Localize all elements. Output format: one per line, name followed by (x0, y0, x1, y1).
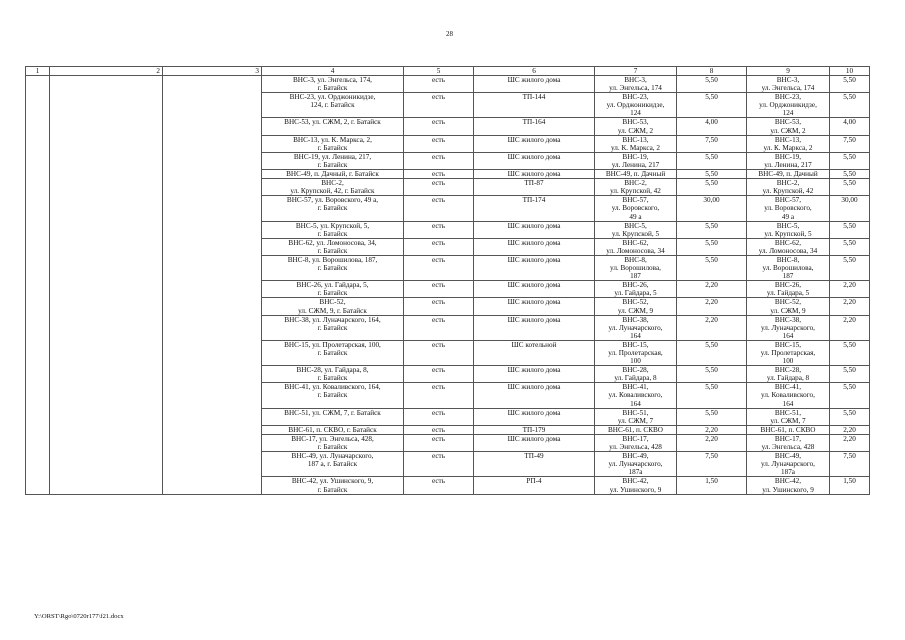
cell-col-9: ВНС-19, ул. Ленина, 217 (747, 152, 830, 169)
cell-col-5: есть (404, 366, 474, 383)
cell-col-7: ВНС-19, ул. Ленина, 217 (595, 152, 677, 169)
cell-col-9: ВНС-38, ул. Луначарского, 164 (747, 315, 830, 340)
cell-col-5: есть (404, 255, 474, 280)
cell-col-5: есть (404, 179, 474, 196)
cell-col-6: ШС жилого дома (474, 170, 595, 179)
cell-col-10: 5,50 (830, 221, 870, 238)
cell-col-4: ВНС-28, ул. Гайдара, 8, г. Батайск (262, 366, 404, 383)
cell-col-4: ВНС-3, ул. Энгельса, 174, г. Батайск (262, 76, 404, 93)
cell-col-8: 7,50 (677, 452, 747, 477)
cell-col-7: ВНС-3, ул. Энгельса, 174 (595, 76, 677, 93)
cell-col-8: 5,50 (677, 255, 747, 280)
cell-col-8: 5,50 (677, 238, 747, 255)
column-number-5: 5 (404, 67, 474, 76)
cell-col-8: 2,20 (677, 434, 747, 451)
cell-col-5: есть (404, 93, 474, 118)
cell-col-6: ТП-174 (474, 196, 595, 221)
cell-col-5: есть (404, 281, 474, 298)
column-number-3: 3 (163, 67, 262, 76)
cell-col-9: ВНС-17, ул. Энгельса, 428 (747, 434, 830, 451)
cell-col-9: ВНС-49, п. Дачный (747, 170, 830, 179)
cell-col-6: ШС жилого дома (474, 76, 595, 93)
cell-col-5: есть (404, 298, 474, 315)
cell-col-5: есть (404, 170, 474, 179)
cell-col-10: 5,50 (830, 255, 870, 280)
cell-col-4: ВНС-15, ул. Пролетарская, 100, г. Батайск (262, 340, 404, 365)
cell-col-8: 30,00 (677, 196, 747, 221)
cell-col-4: ВНС-2, ул. Крупской, 42, г. Батайск (262, 179, 404, 196)
cell-col-4: ВНС-5, ул. Крупской, 5, г. Батайск (262, 221, 404, 238)
cell-col-6: ШС жилого дома (474, 221, 595, 238)
cell-col-4: ВНС-23, ул. Орджоникидзе, 124, г. Батайск (262, 93, 404, 118)
empty-column-3 (163, 76, 262, 495)
cell-col-9: ВНС-2, ул. Крупской, 42 (747, 179, 830, 196)
cell-col-9: ВНС-23, ул. Орджоникидзе, 124 (747, 93, 830, 118)
cell-col-9: ВНС-57, ул. Воровского, 49 а (747, 196, 830, 221)
cell-col-10: 5,50 (830, 179, 870, 196)
cell-col-9: ВНС-13, ул. К. Маркса, 2 (747, 135, 830, 152)
cell-col-8: 5,50 (677, 76, 747, 93)
cell-col-7: ВНС-49, п. Дачный (595, 170, 677, 179)
cell-col-8: 7,50 (677, 135, 747, 152)
cell-col-7: ВНС-62, ул. Ломоносова, 34 (595, 238, 677, 255)
cell-col-5: есть (404, 118, 474, 135)
cell-col-7: ВНС-17, ул. Энгельса, 428 (595, 434, 677, 451)
cell-col-8: 4,00 (677, 118, 747, 135)
data-table (25, 66, 870, 495)
cell-col-6: ШС жилого дома (474, 366, 595, 383)
cell-col-7: ВНС-28, ул. Гайдара, 8 (595, 366, 677, 383)
cell-col-9: ВНС-41, ул. Коваливского, 164 (747, 383, 830, 408)
cell-col-10: 2,20 (830, 315, 870, 340)
cell-col-5: есть (404, 452, 474, 477)
cell-col-6: ШС котельной (474, 340, 595, 365)
cell-col-5: есть (404, 238, 474, 255)
page-number: 28 (446, 30, 453, 38)
cell-col-4: ВНС-53, ул. СЖМ, 2, г. Батайск (262, 118, 404, 135)
cell-col-5: есть (404, 434, 474, 451)
cell-col-8: 5,50 (677, 408, 747, 425)
cell-col-4: ВНС-49, п. Дачный, г. Батайск (262, 170, 404, 179)
cell-col-8: 5,50 (677, 93, 747, 118)
cell-col-9: ВНС-61, п. СКВО (747, 425, 830, 434)
empty-column-2 (50, 76, 163, 495)
cell-col-7: ВНС-38, ул. Луначарского, 164 (595, 315, 677, 340)
cell-col-7: ВНС-51, ул. СЖМ, 7 (595, 408, 677, 425)
cell-col-10: 4,00 (830, 118, 870, 135)
cell-col-4: ВНС-19, ул. Ленина, 217, г. Батайск (262, 152, 404, 169)
table-row (26, 76, 870, 93)
cell-col-8: 5,50 (677, 383, 747, 408)
cell-col-5: есть (404, 340, 474, 365)
cell-col-10: 5,50 (830, 340, 870, 365)
cell-col-5: есть (404, 408, 474, 425)
cell-col-10: 5,50 (830, 238, 870, 255)
cell-col-5: есть (404, 425, 474, 434)
cell-col-8: 1,50 (677, 477, 747, 494)
cell-col-7: ВНС-42, ул. Ушинского, 9 (595, 477, 677, 494)
cell-col-9: ВНС-28, ул. Гайдара, 8 (747, 366, 830, 383)
cell-col-4: ВНС-52, ул. СЖМ, 9, г. Батайск (262, 298, 404, 315)
empty-column-1 (26, 76, 50, 495)
cell-col-4: ВНС-42, ул. Ушинского, 9, г. Батайск (262, 477, 404, 494)
cell-col-8: 2,20 (677, 298, 747, 315)
cell-col-10: 2,20 (830, 434, 870, 451)
cell-col-4: ВНС-17, ул. Энгельса, 428, г. Батайск (262, 434, 404, 451)
column-number-10: 10 (830, 67, 870, 76)
cell-col-8: 5,50 (677, 152, 747, 169)
cell-col-4: ВНС-57, ул. Воровского, 49 а, г. Батайск (262, 196, 404, 221)
cell-col-8: 5,50 (677, 366, 747, 383)
cell-col-5: есть (404, 221, 474, 238)
cell-col-6: ШС жилого дома (474, 383, 595, 408)
cell-col-9: ВНС-26, ул. Гайдара, 5 (747, 281, 830, 298)
column-number-2: 2 (50, 67, 163, 76)
cell-col-9: ВНС-52, ул. СЖМ, 9 (747, 298, 830, 315)
header-row (26, 67, 870, 76)
cell-col-6: РП-4 (474, 477, 595, 494)
cell-col-10: 5,50 (830, 366, 870, 383)
cell-col-10: 1,50 (830, 477, 870, 494)
cell-col-4: ВНС-61, п. СКВО, г. Батайск (262, 425, 404, 434)
cell-col-5: есть (404, 135, 474, 152)
cell-col-7: ВНС-41, ул. Коваливского, 164 (595, 383, 677, 408)
cell-col-10: 7,50 (830, 135, 870, 152)
cell-col-7: ВНС-49, ул. Луначарского, 187а (595, 452, 677, 477)
cell-col-5: есть (404, 477, 474, 494)
cell-col-8: 5,50 (677, 170, 747, 179)
cell-col-4: ВНС-13, ул. К. Маркса, 2, г. Батайск (262, 135, 404, 152)
cell-col-7: ВНС-15, ул. Пролетарская, 100 (595, 340, 677, 365)
cell-col-5: есть (404, 76, 474, 93)
cell-col-4: ВНС-62, ул. Ломоносова, 34, г. Батайск (262, 238, 404, 255)
cell-col-10: 5,50 (830, 408, 870, 425)
cell-col-7: ВНС-61, п. СКВО (595, 425, 677, 434)
cell-col-6: ШС жилого дома (474, 135, 595, 152)
cell-col-6: ШС жилого дома (474, 255, 595, 280)
cell-col-4: ВНС-26, ул. Гайдара, 5, г. Батайск (262, 281, 404, 298)
cell-col-5: есть (404, 383, 474, 408)
cell-col-4: ВНС-41, ул. Коваливского, 164, г. Батайск (262, 383, 404, 408)
cell-col-10: 30,00 (830, 196, 870, 221)
cell-col-6: ШС жилого дома (474, 434, 595, 451)
cell-col-9: ВНС-62, ул. Ломоносова, 34 (747, 238, 830, 255)
cell-col-10: 7,50 (830, 452, 870, 477)
cell-col-8: 5,50 (677, 179, 747, 196)
cell-col-8: 5,50 (677, 221, 747, 238)
cell-col-7: ВНС-57, ул. Воровского, 49 а (595, 196, 677, 221)
cell-col-5: есть (404, 315, 474, 340)
cell-col-8: 2,20 (677, 315, 747, 340)
cell-col-8: 2,20 (677, 281, 747, 298)
cell-col-10: 2,20 (830, 281, 870, 298)
cell-col-7: ВНС-5, ул. Крупской, 5 (595, 221, 677, 238)
cell-col-7: ВНС-2, ул. Крупской, 42 (595, 179, 677, 196)
cell-col-10: 2,20 (830, 425, 870, 434)
cell-col-4: ВНС-49, ул. Луначарского, 187 а, г. Батайск (262, 452, 404, 477)
column-number-6: 6 (474, 67, 595, 76)
cell-col-6: ТП-144 (474, 93, 595, 118)
column-number-1: 1 (26, 67, 50, 76)
cell-col-6: ШС жилого дома (474, 315, 595, 340)
cell-col-10: 2,20 (830, 298, 870, 315)
cell-col-10: 5,50 (830, 152, 870, 169)
cell-col-9: ВНС-8, ул. Ворошилова, 187 (747, 255, 830, 280)
cell-col-6: ШС жилого дома (474, 238, 595, 255)
column-number-4: 4 (262, 67, 404, 76)
file-path-footer: Y:\ORST\Rgo\0720r177\f21.docx (34, 613, 124, 620)
cell-col-5: есть (404, 152, 474, 169)
cell-col-10: 5,50 (830, 76, 870, 93)
cell-col-6: ТП-87 (474, 179, 595, 196)
cell-col-7: ВНС-13, ул. К. Маркса, 2 (595, 135, 677, 152)
cell-col-9: ВНС-49, ул. Луначарского, 187а (747, 452, 830, 477)
cell-col-6: ШС жилого дома (474, 408, 595, 425)
cell-col-6: ТП-179 (474, 425, 595, 434)
cell-col-8: 2,20 (677, 425, 747, 434)
cell-col-9: ВНС-51, ул. СЖМ, 7 (747, 408, 830, 425)
cell-col-7: ВНС-8, ул. Ворошилова, 187 (595, 255, 677, 280)
cell-col-9: ВНС-42, ул. Ушинского, 9 (747, 477, 830, 494)
cell-col-6: ШС жилого дома (474, 298, 595, 315)
cell-col-6: ШС жилого дома (474, 281, 595, 298)
cell-col-5: есть (404, 196, 474, 221)
cell-col-10: 5,50 (830, 93, 870, 118)
cell-col-4: ВНС-38, ул. Луначарского, 164, г. Батайск (262, 315, 404, 340)
column-number-8: 8 (677, 67, 747, 76)
cell-col-7: ВНС-53, ул. СЖМ, 2 (595, 118, 677, 135)
cell-col-4: ВНС-51, ул. СЖМ, 7, г. Батайск (262, 408, 404, 425)
cell-col-9: ВНС-53, ул. СЖМ, 2 (747, 118, 830, 135)
cell-col-7: ВНС-23, ул. Орджоникидзе, 124 (595, 93, 677, 118)
cell-col-7: ВНС-26, ул. Гайдара, 5 (595, 281, 677, 298)
cell-col-6: ТП-164 (474, 118, 595, 135)
cell-col-8: 5,50 (677, 340, 747, 365)
cell-col-10: 5,50 (830, 383, 870, 408)
cell-col-9: ВНС-5, ул. Крупской, 5 (747, 221, 830, 238)
cell-col-9: ВНС-15, ул. Пролетарская, 100 (747, 340, 830, 365)
cell-col-6: ТП-49 (474, 452, 595, 477)
cell-col-7: ВНС-52, ул. СЖМ, 9 (595, 298, 677, 315)
cell-col-6: ШС жилого дома (474, 152, 595, 169)
column-number-9: 9 (747, 67, 830, 76)
cell-col-10: 5,50 (830, 170, 870, 179)
cell-col-9: ВНС-3, ул. Энгельса, 174 (747, 76, 830, 93)
cell-col-4: ВНС-8, ул. Ворошилова, 187, г. Батайск (262, 255, 404, 280)
column-number-7: 7 (595, 67, 677, 76)
